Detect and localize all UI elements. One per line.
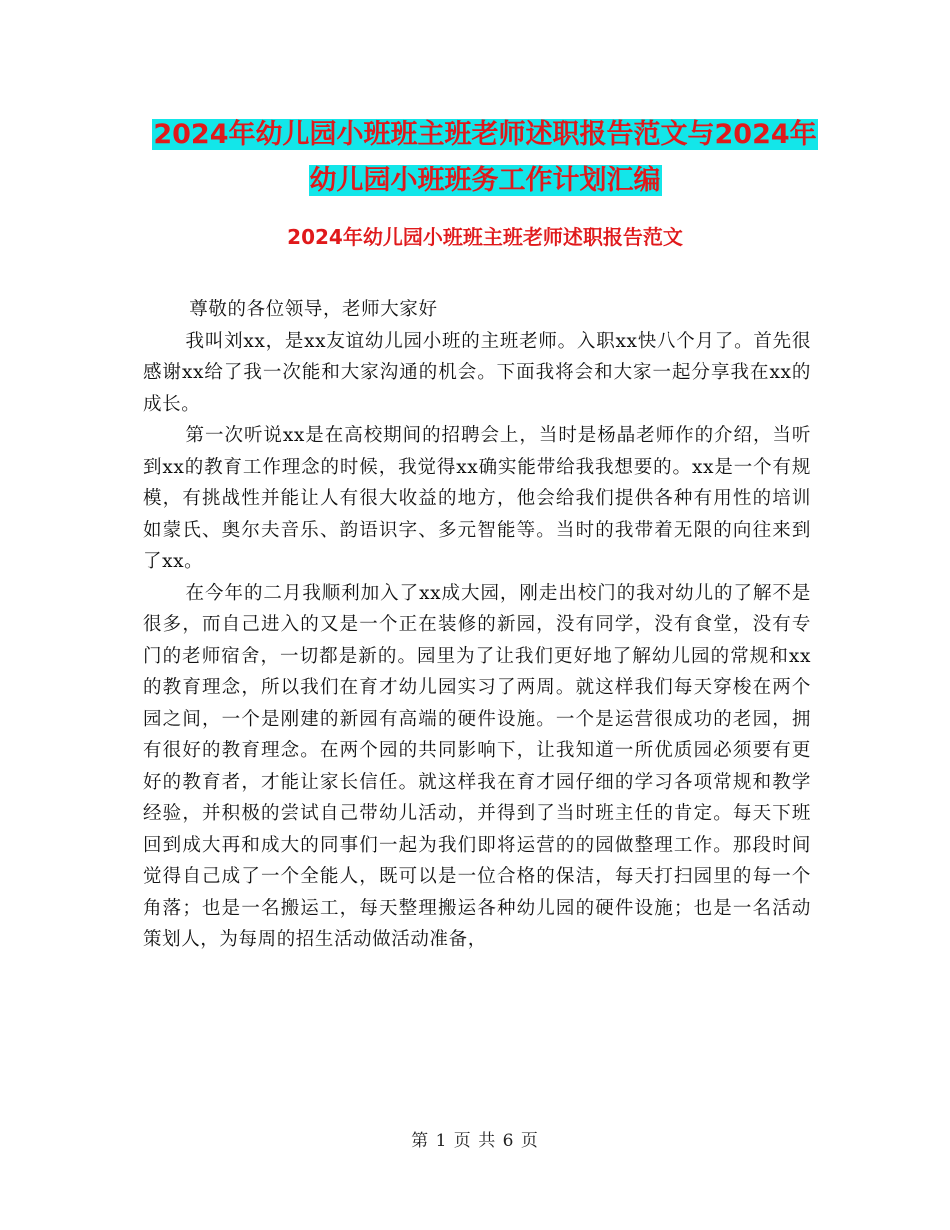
greeting-paragraph: 尊敬的各位领导，老师大家好 (189, 299, 438, 320)
body-paragraph: 在今年的二月我顺利加入了xx成大园，刚走出校门的我对幼儿的了解不是很多，而自己进入的又是一个正在装修的新园，没有同学，没有食堂，没有专门的老师宿舍，一切都是新的。园里为了让我们更好地了解幼儿园的常规和xx的教育理念，所以我们在育才幼儿园实习了两周。就这样我们每天穿梭在两个园之间，一个是刚建的新园有高端的硬件设施。一个是运营很成功的老园，拥有很好的教育理念。在两个园的共同影响下，让我知道一所优质园必须要有更好的教育者，才能让家长信任。就这样我在育才园仔细的学习各项常规和教学经验，并积极的尝试自己带幼儿活动，并得到了当时班主任的肯定。每天下班回到成大再和成大的同事们一起为我们即将运营的的园做整理工作。那段时间觉得自己成了一个全能人，既可以是一位合格的保洁，每天打扫园里的每一个角落；也是一名搬运工，每天整理搬运各种幼儿园的硬件设施；也是一名活动策划人，为每周的招生活动做活动准备， (143, 582, 811, 950)
document-title-line-1: 2024年幼儿园小班班主班老师述职报告范文与2024年 (153, 119, 817, 150)
section-title: 2024年幼儿园小班班主班老师述职报告范文 (287, 225, 683, 249)
page-number-footer: 第 1 页 共 6 页 (411, 1131, 539, 1151)
document-title (140, 112, 830, 204)
body-paragraph: 我叫刘xx，是xx友谊幼儿园小班的主班老师。入职xx快八个月了。首先很感谢xx给了我一次能和大家沟通的机会。下面我将会和大家一起分享我在xx的成长。 (143, 330, 811, 415)
body-paragraph: 第一次听说xx是在高校期间的招聘会上，当时是杨晶老师作的介绍，当听到xx的教育工作理念的时候，我觉得xx确实能带给我我想要的。xx是一个有规模，有挑战性并能让人有很大收益的地方，他会给我们提供各种有用性的培训如蒙氏、奥尔夫音乐、韵语识字、多元智能等。当时的我带着无限的向往来到了xx。 (143, 425, 811, 572)
document-body (143, 294, 811, 956)
document-title-line-2: 幼儿园小班班务工作计划汇编 (309, 165, 661, 196)
